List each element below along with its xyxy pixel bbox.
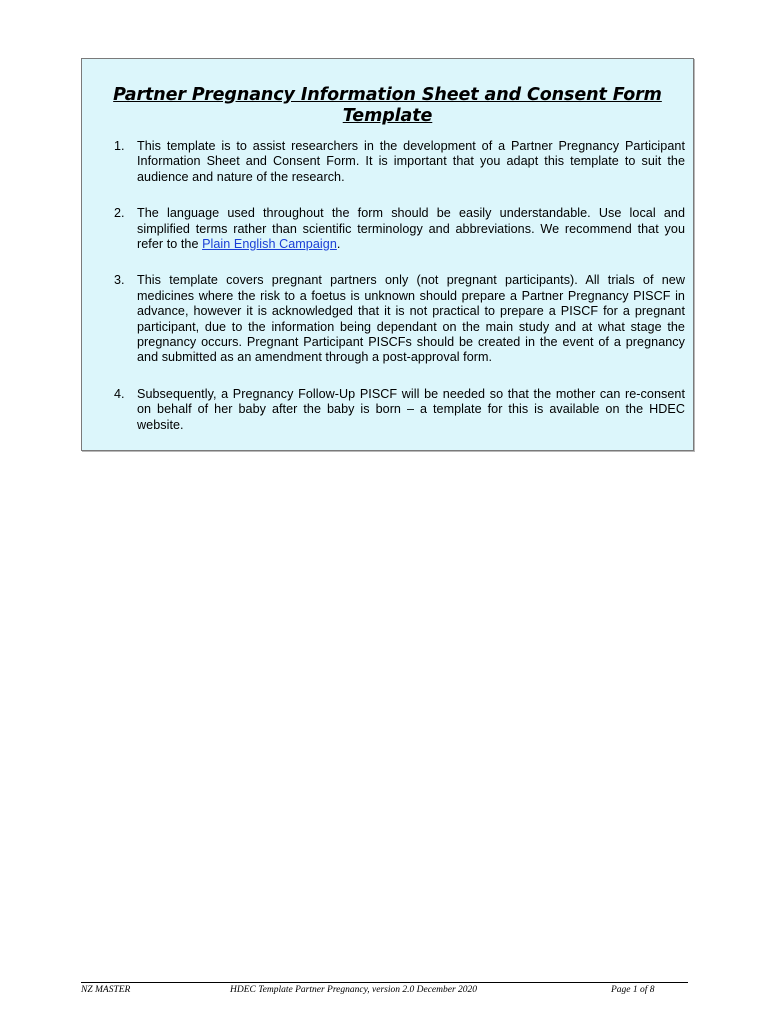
list-item xyxy=(114,273,685,365)
footer-left-label: NZ MASTER xyxy=(81,985,131,995)
list-item-text: The language used throughout the form should be easily understandable. Use local and simplified terms rather than scientific terminology and abbreviations. We recommend that you refer to the xyxy=(137,206,685,252)
page-title: Partner Pregnancy Information Sheet and Consent Form Template xyxy=(113,85,662,126)
footer-document-version: HDEC Template Partner Pregnancy, version 2.0 December 2020 xyxy=(230,985,478,995)
list-item-number: 4. xyxy=(114,386,125,401)
list-item-text: This template is to assist researchers in the development of a Partner Pregnancy Participant Information Sheet and Consent Form. It is important that you adapt this template to suit the audience and nature of the research. xyxy=(137,139,685,184)
list-item-number: 3. xyxy=(114,273,125,288)
list-item-text: Subsequently, a Pregnancy Follow-Up PISCF will be needed so that the mother can re-consent on behalf of her baby after the baby is born – a template for this is available on the HDEC website. xyxy=(137,386,685,432)
template-guidance-box xyxy=(81,58,694,451)
list-item xyxy=(114,387,685,433)
footer-page-number: Page 1 of 8 xyxy=(611,985,655,995)
guidance-list xyxy=(114,139,685,433)
list-item xyxy=(114,206,685,252)
footer-divider xyxy=(81,982,688,983)
list-item-number: 1. xyxy=(114,139,125,153)
list-item-text: This template covers pregnant partners only (not pregnant participants). All trials of new medicines where the risk to a foetus is unknown should prepare a Partner Pregnancy PISCF in advance, however it is acknowledged that it is not practical to prepare a PISCF for a pregnant participant, due to the information being dependant on the main study and at what stage the pregnancy occurs. Pregnant Participant PISCFs should be created in the event of a pregnancy and submitted as an amendment through a post-approval form. xyxy=(137,273,685,365)
list-item-number: 2. xyxy=(114,206,125,221)
plain-english-campaign-link[interactable]: Plain English Campaign xyxy=(202,237,337,252)
list-item xyxy=(114,139,685,185)
list-item-text-end: . xyxy=(336,237,341,252)
